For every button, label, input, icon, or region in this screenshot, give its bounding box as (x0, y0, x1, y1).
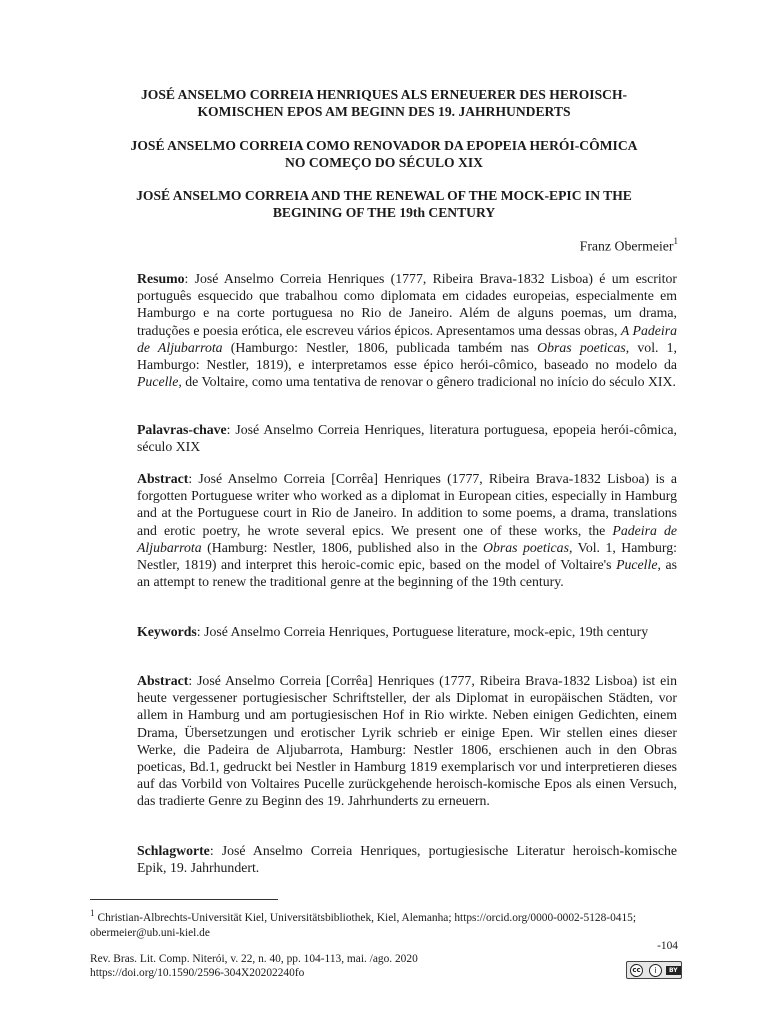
keywords-text: : José Anselmo Correia Henriques, Portuguese literature, mock-epic, 19th century (196, 624, 649, 639)
cc-icon: cc (630, 964, 643, 977)
page-number: -104 (657, 940, 678, 952)
resumo-title-obras: Obras poeticas (537, 339, 626, 355)
title-portuguese-line-2: NO COMEÇO DO SÉCULO XIX (285, 155, 483, 170)
footnote (90, 906, 680, 941)
attribution-icon: i (649, 964, 662, 977)
abstract-english-label: Abstract (137, 471, 189, 486)
journal-citation: Rev. Bras. Lit. Comp. Niterói, v. 22, n. 40, pp. 104-113, mai. /ago. 2020 (90, 953, 418, 965)
abstract-english-text-3: , Vol. 1, Hamburg: Nestler, 1819) and interpret this heroic-comic epic, based on the model of Voltaire's (137, 539, 677, 573)
keywords-paragraph (137, 623, 677, 640)
resumo-label: Resumo (137, 271, 185, 286)
author-footnote-mark: 1 (673, 236, 678, 246)
schlagworte-label: Schlagworte (137, 843, 210, 858)
title-german-line-1: JOSÉ ANSELMO CORREIA HENRIQUES ALS ERNEUERER DES HEROISCH- (140, 87, 628, 102)
abstract-english-text-1: : José Anselmo Correia [Corrêa] Henriques (1777, Ribeira Brava-1832 Lisboa) is a forgotten Portuguese writer who worked as a diplomat in European cities, especially in Hamburg and at the Portuguese court in Rio de Janeiro. In addition to some poems, a drama, translations and erotic poetry, he wrote several epics. We present one of these works, the (137, 471, 677, 538)
abstract-german-text: : José Anselmo Correia [Corrêa] Henriques (1777, Ribeira Brava-1832 Lisboa) ist ein heute vergessener portugiesischer Schriftsteller, der als Diplomat in europäischen Städten, vor allem in Hamburg und am portugiesischen Hof in Rio wirkte. Neben einigen Gedichten, einem Drama, Übersetzungen und erotischer Lyrik schrieb er einige Epen. Wir stellen eines dieser Werke, die Padeira de Aljubarrota, Hamburg: Nestler 1806, erschienen auch in den Obras poeticas, Bd.1, gedruckt bei Nestler in Hamburg 1819 exemplarisch vor und interpretieren dieses auf das Vorbild von Voltaires Pucelle zurückgehende heroisch-komische Epos als einen Versuch, das tradierte Genre zu Beginn des 19. Jahrhunderts zu erneuern. (137, 673, 677, 809)
palavras-chave-text: : José Anselmo Correia Henriques, literatura portuguesa, epopeia herói-cômica, século XIX (137, 422, 677, 455)
title-portuguese-line-1: JOSÉ ANSELMO CORREIA COMO RENOVADOR DA EPOPEIA HERÓI-CÔMICA (130, 138, 638, 153)
title-german (90, 86, 678, 120)
license-by-tag: BY (666, 966, 681, 975)
abstract-german-label: Abstract (137, 673, 189, 688)
resumo-title-padeira: A Padeira de Aljubarrota (137, 322, 677, 355)
abstract-english-paragraph (137, 470, 677, 590)
title-portuguese (90, 137, 678, 171)
palavras-chave-paragraph (137, 421, 677, 455)
schlagworte-paragraph (137, 842, 677, 876)
resumo-text-3: , vol. 1, Hamburgo: Nestler, 1819), e interpretamos esse épico herói-cômico, baseado no modelo da (137, 339, 677, 373)
palavras-chave-label: Palavras-chave (137, 422, 227, 437)
author (580, 237, 678, 255)
resumo-paragraph (137, 270, 677, 390)
footnote-divider (90, 899, 278, 900)
abstract-german-paragraph (137, 672, 677, 810)
title-english (90, 187, 678, 221)
abstract-english-title-obras: Obras poeticas (483, 539, 569, 555)
doi-link[interactable]: https://doi.org/10.1590/2596-304X20202240fo (90, 967, 305, 979)
schlagworte-text: : José Anselmo Correia Henriques, portugiesische Literatur heroisch-komische Epik, 19. Jahrhundert. (137, 843, 677, 876)
title-german-line-2: KOMISCHEN EPOS AM BEGINN DES 19. JAHRHUNDERTS (197, 104, 571, 119)
author-name: Franz Obermeier (579, 238, 674, 254)
title-english-line-1: JOSÉ ANSELMO CORREIA AND THE RENEWAL OF THE MOCK-EPIC IN THE (136, 188, 632, 203)
abstract-english-title-padeira: Padeira de Aljubarrota (137, 522, 678, 555)
title-english-line-2: BEGINING OF THE 19th CENTURY (272, 205, 496, 220)
keywords-label: Keywords (137, 624, 197, 639)
abstract-english-text-2: (Hamburg: Nestler, 1806, published also in the (201, 539, 483, 555)
journal-footer (90, 952, 418, 980)
footnote-text: Christian-Albrechts-Universität Kiel, Universitätsbibliothek, Kiel, Alemanha; https://orcid.org/0000-0002-5128-0415; obermeier@ub.uni-kiel.de (90, 911, 637, 939)
abstract-english-title-pucelle: Pucelle (616, 557, 658, 573)
cc-by-license-badge[interactable] (626, 961, 682, 979)
resumo-text-1: : José Anselmo Correia Henriques (1777, Ribeira Brava-1832 Lisboa) é um escritor português esquecido que trabalhou como diplomata em cidades europeias, especialmente em Hamburgo e na corte portuguesa no Rio de Janeiro. Além de alguns poemas, um drama, traduções e poesia erótica, ele escreveu vários épicos. Apresentamos uma dessas obras, (137, 271, 677, 338)
resumo-text-4: de Voltaire, como uma tentativa de renovar o gênero tradicional no início do século XIX. (181, 374, 676, 390)
resumo-text-2: (Hamburgo: Nestler, 1806, publicada também nas (222, 339, 538, 355)
abstract-english-text-4: , as an attempt to renew the traditional genre at the beginning of the 19th century. (137, 557, 677, 590)
footnote-mark: 1 (90, 908, 95, 918)
resumo-title-pucelle: Pucelle, (137, 374, 182, 390)
